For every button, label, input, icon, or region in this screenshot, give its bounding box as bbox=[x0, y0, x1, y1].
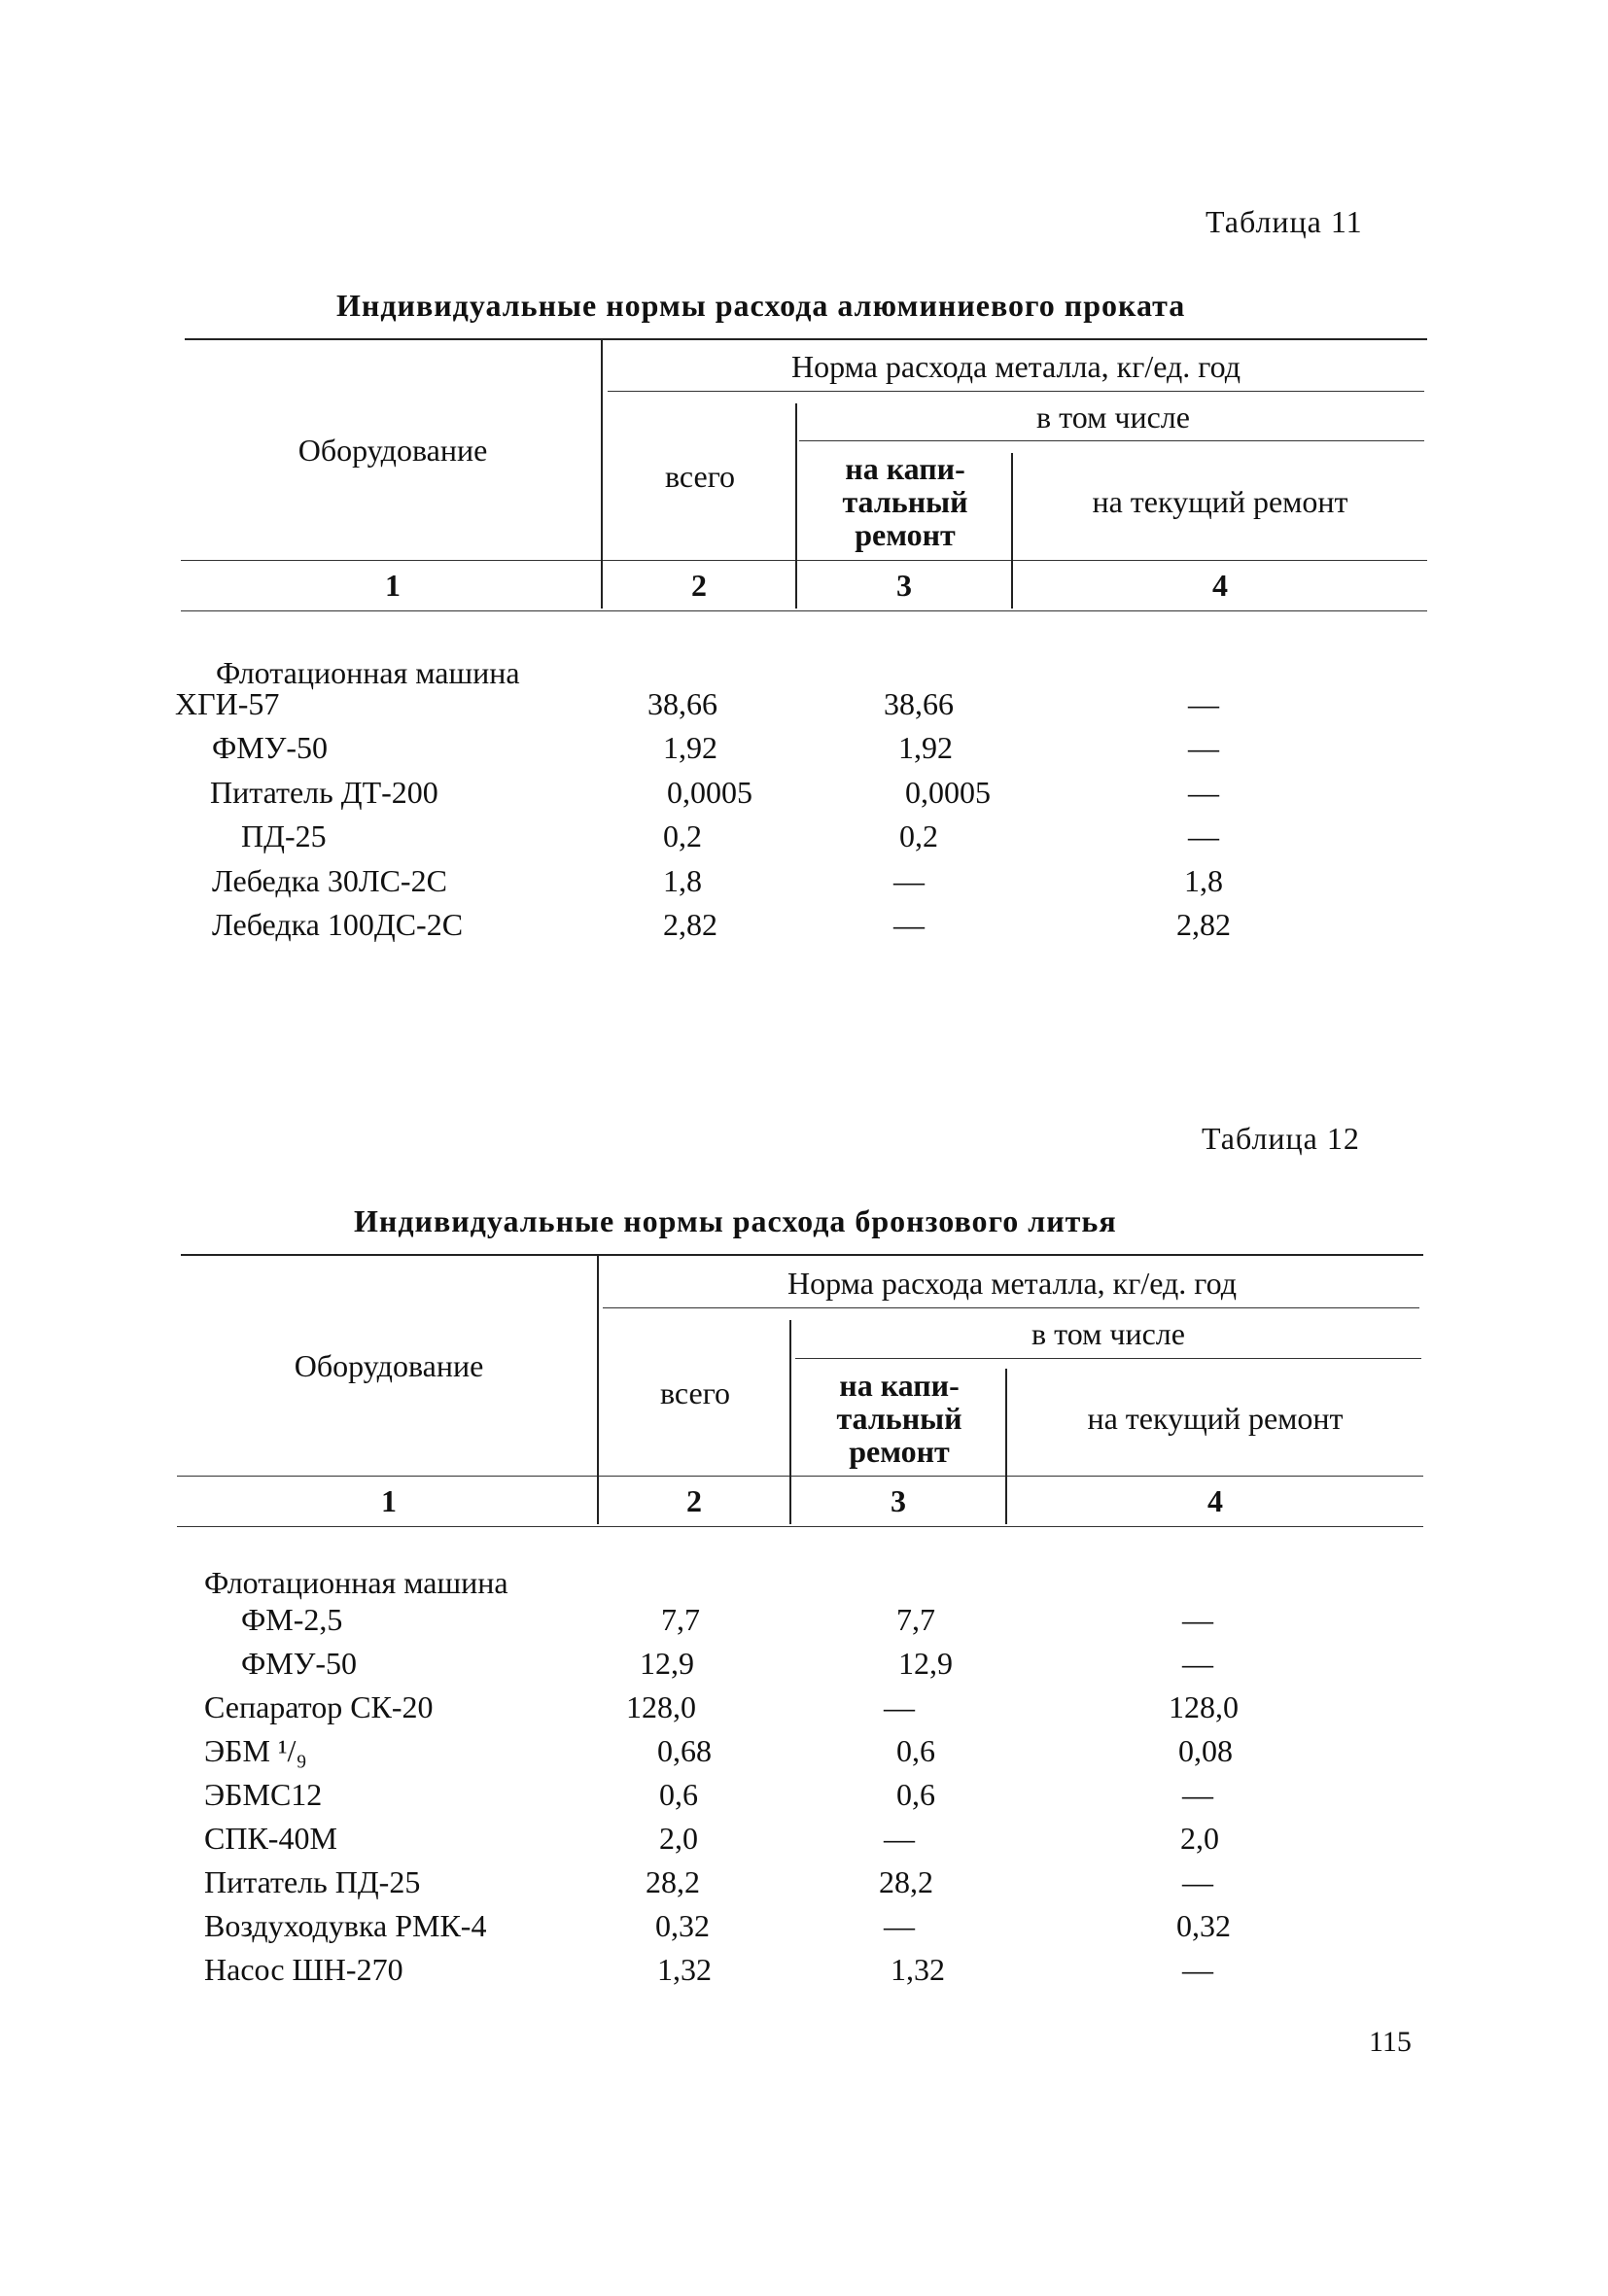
value-capital: — bbox=[884, 1908, 915, 1943]
value-total: 12,9 bbox=[640, 1646, 694, 1681]
value-current: — bbox=[1188, 818, 1219, 853]
value-current: — bbox=[1182, 1777, 1213, 1812]
column-number: 2 bbox=[686, 1483, 702, 1518]
value-current: — bbox=[1182, 1602, 1213, 1637]
column-number: 1 bbox=[381, 1483, 397, 1518]
value-total: 28,2 bbox=[646, 1864, 700, 1899]
equipment-name: Питатель ДТ-200 bbox=[210, 775, 438, 810]
page-number: 115 bbox=[1369, 2026, 1412, 2058]
group-label: Флотационная машина bbox=[204, 1565, 508, 1600]
value-total: 38,66 bbox=[647, 686, 717, 721]
column-numbers-rule bbox=[181, 610, 1427, 611]
equipment-name: Воздуходувка РМК-4 bbox=[204, 1908, 487, 1943]
table-row bbox=[0, 1602, 1608, 1646]
value-total: 0,32 bbox=[655, 1908, 710, 1943]
value-capital: — bbox=[893, 907, 925, 942]
equipment-name: ПД-25 bbox=[241, 818, 327, 853]
value-total: 0,2 bbox=[663, 818, 702, 853]
table-title: Индивидуальные нормы расхода алюминиевого проката bbox=[336, 288, 1186, 323]
table-row bbox=[0, 1733, 1608, 1777]
value-capital: — bbox=[884, 1689, 915, 1724]
header-current-repair: на текущий ремонт bbox=[1087, 1400, 1344, 1436]
equipment-name: Питатель ПД-25 bbox=[204, 1864, 421, 1899]
value-total: 2,0 bbox=[659, 1821, 698, 1856]
header-rule bbox=[603, 1307, 1419, 1308]
header-norm: Норма расхода металла, кг/ед. год bbox=[787, 1265, 1237, 1301]
column-numbers-rule bbox=[177, 1526, 1423, 1527]
value-current: 1,8 bbox=[1184, 863, 1223, 898]
value-capital: 0,6 bbox=[896, 1777, 935, 1812]
value-current: — bbox=[1182, 1864, 1213, 1899]
header-equipment: Оборудование bbox=[297, 433, 488, 468]
value-current: — bbox=[1188, 686, 1219, 721]
value-current: 0,32 bbox=[1176, 1908, 1231, 1943]
header-norm: Норма расхода металла, кг/ед. год bbox=[791, 349, 1241, 384]
value-total: 7,7 bbox=[661, 1602, 700, 1637]
equipment-name: ФМУ-50 bbox=[241, 1646, 358, 1681]
column-number: 1 bbox=[385, 568, 401, 603]
header-capital-repair: на капи- тальный ремонт bbox=[836, 1367, 962, 1469]
table-row bbox=[0, 730, 1608, 774]
value-total: 1,92 bbox=[663, 730, 717, 765]
equipment-name: Сепаратор СК-20 bbox=[204, 1689, 434, 1724]
header-total: всего bbox=[664, 459, 736, 494]
value-capital: 1,92 bbox=[898, 730, 953, 765]
header-capital-repair: на капи- тальный ремонт bbox=[842, 450, 968, 552]
equipment-name: Насос ШН-270 bbox=[204, 1952, 403, 1987]
value-capital: 7,7 bbox=[896, 1602, 935, 1637]
value-current: — bbox=[1182, 1952, 1213, 1987]
equipment-name: ЭБМС12 bbox=[204, 1777, 323, 1812]
header-total: всего bbox=[659, 1374, 731, 1410]
table-row bbox=[0, 775, 1608, 818]
value-total: 128,0 bbox=[626, 1689, 696, 1724]
value-capital: 38,66 bbox=[884, 686, 954, 721]
column-number: 4 bbox=[1207, 1483, 1223, 1518]
value-total: 0,68 bbox=[657, 1733, 712, 1768]
table-caption: Таблица 12 bbox=[1202, 1121, 1360, 1156]
table-row bbox=[0, 907, 1608, 951]
header-bottom-rule bbox=[181, 560, 1427, 561]
table-title: Индивидуальные нормы расхода бронзового литья bbox=[354, 1203, 1117, 1238]
value-capital: 0,6 bbox=[896, 1733, 935, 1768]
table-row bbox=[0, 1908, 1608, 1952]
header-equipment: Оборудование bbox=[294, 1348, 484, 1383]
equipment-name: СПК-40М bbox=[204, 1821, 337, 1856]
value-capital: — bbox=[884, 1821, 915, 1856]
value-current: — bbox=[1188, 775, 1219, 810]
header-including: в том числе bbox=[1036, 399, 1190, 435]
table-row bbox=[0, 818, 1608, 862]
value-current: 0,08 bbox=[1178, 1733, 1233, 1768]
group-label: Флотационная машина bbox=[216, 655, 520, 690]
value-capital: 0,2 bbox=[899, 818, 938, 853]
header-rule bbox=[799, 440, 1424, 441]
value-total: 1,32 bbox=[657, 1952, 712, 1987]
value-current: — bbox=[1182, 1646, 1213, 1681]
equipment-name: Лебедка 100ДС-2С bbox=[212, 907, 464, 942]
header-including: в том числе bbox=[1031, 1316, 1185, 1351]
value-current: 2,82 bbox=[1176, 907, 1231, 942]
value-current: 2,0 bbox=[1180, 1821, 1219, 1856]
table-row bbox=[0, 686, 1608, 730]
equipment-name: ХГИ-57 bbox=[175, 686, 280, 721]
equipment-name: ФМУ-50 bbox=[212, 730, 329, 765]
value-total: 0,0005 bbox=[667, 775, 752, 810]
table-row bbox=[0, 1689, 1608, 1733]
column-number: 3 bbox=[891, 1483, 906, 1518]
header-current-repair: на текущий ремонт bbox=[1092, 483, 1348, 519]
equipment-name: Лебедка 30ЛС-2С bbox=[212, 863, 447, 898]
table-row bbox=[0, 863, 1608, 907]
equipment-name: ФМ-2,5 bbox=[241, 1602, 343, 1637]
table-row bbox=[0, 1952, 1608, 1996]
column-number: 4 bbox=[1212, 568, 1228, 603]
header-rule bbox=[608, 391, 1424, 392]
value-total: 0,6 bbox=[659, 1777, 698, 1812]
equipment-name: ЭБМ ¹/₉ bbox=[204, 1733, 307, 1768]
value-capital: 0,0005 bbox=[905, 775, 991, 810]
column-number: 3 bbox=[896, 568, 912, 603]
value-capital: 28,2 bbox=[879, 1864, 933, 1899]
value-total: 2,82 bbox=[663, 907, 717, 942]
table-row bbox=[0, 1646, 1608, 1689]
value-current: — bbox=[1188, 730, 1219, 765]
value-capital: 1,32 bbox=[891, 1952, 945, 1987]
value-current: 128,0 bbox=[1169, 1689, 1239, 1724]
value-capital: — bbox=[893, 863, 925, 898]
table-row bbox=[0, 1864, 1608, 1908]
table-row bbox=[0, 1821, 1608, 1864]
value-total: 1,8 bbox=[663, 863, 702, 898]
column-number: 2 bbox=[691, 568, 707, 603]
header-bottom-rule bbox=[177, 1476, 1423, 1477]
header-rule bbox=[795, 1358, 1421, 1359]
table-caption: Таблица 11 bbox=[1206, 204, 1363, 239]
value-capital: 12,9 bbox=[898, 1646, 953, 1681]
table-row bbox=[0, 1777, 1608, 1821]
